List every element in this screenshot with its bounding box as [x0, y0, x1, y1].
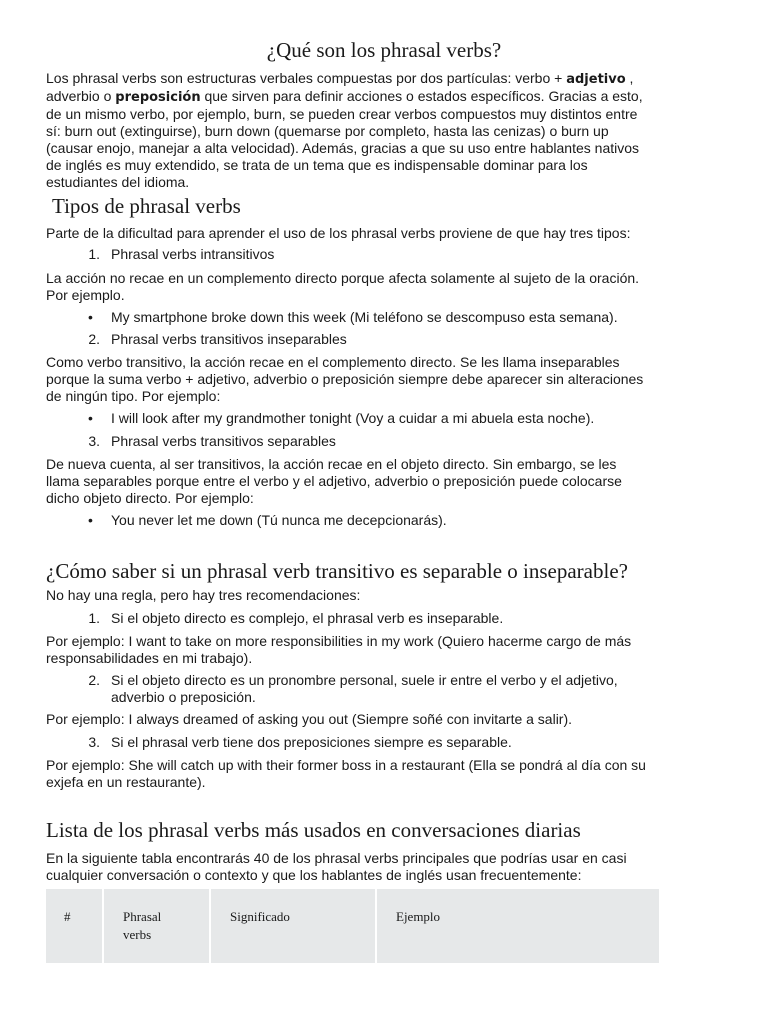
bullet-example-2: I will look after my grandmother tonight (Voy a cuidar a mi abuela esta noche). — [111, 410, 595, 426]
column-header-significado: Significado — [230, 909, 290, 924]
tipos-lead: Parte de la dificultad para aprender el uso de los phrasal verbs proviene de que hay tres tipos: — [46, 225, 631, 241]
bullet-icon: • — [88, 512, 93, 528]
intro-paragraph — [46, 70, 746, 191]
list-number: 1. — [88, 610, 100, 626]
list-number: 2. — [88, 672, 100, 688]
list-item-separables: Phrasal verbs transitivos separables — [111, 433, 336, 449]
table-header-cell — [211, 889, 375, 963]
list-number: 1. — [88, 246, 100, 262]
intro-line-1: Los phrasal verbs son estructuras verbales compuestas por dos partículas: verbo + adjetivo , — [46, 70, 634, 87]
intro-line-3: de un mismo verbo, por ejemplo, burn, se pueden crear verbos compuestos muy distintos entre — [46, 106, 638, 122]
example-2: Por ejemplo: I always dreamed of asking you out (Siempre soñé con invitarte a salir). — [46, 711, 573, 727]
list-item-intransitivos: Phrasal verbs intransitivos — [111, 246, 275, 262]
bullet-example-3: You never let me down (Tú nunca me decepcionarás). — [111, 512, 447, 528]
page-title: ¿Qué son los phrasal verbs? — [266, 38, 502, 62]
intro-line-5: (causar enojo, manejar a alta velocidad). Además, gracias a que su uso entre hablantes nativos — [46, 140, 640, 156]
bullet-icon: • — [88, 309, 93, 325]
bullet-icon: • — [88, 410, 93, 426]
column-header-phrasal-verbs: Phrasal verbs — [123, 909, 162, 942]
intro-line-7: estudiantes del idioma. — [46, 174, 190, 190]
column-header-ejemplo: Ejemplo — [396, 909, 441, 924]
lista-lead: En la siguiente tabla encontrarás 40 de los phrasal verbs principales que podrías usar en casi cualquier conversación o contexto y que los hablantes de inglés usan frecuentemente: — [46, 850, 627, 883]
list-number: 2. — [88, 331, 100, 347]
list-item-inseparables: Phrasal verbs transitivos inseparables — [111, 331, 347, 347]
intro-line-4: sí: burn out (extinguirse), burn down (quemarse por completo, hasta las cenizas) o burn up — [46, 123, 609, 139]
bullet-example-1: My smartphone broke down this week (Mi teléfono se descompuso esta semana). — [111, 309, 618, 325]
keyword-adjetivo: adjetivo — [566, 72, 626, 87]
list-number: 3. — [88, 433, 100, 449]
list-number: 3. — [88, 734, 100, 750]
table-header-cell — [377, 889, 659, 963]
intro-line-2: adverbio o preposición que sirven para definir acciones o estados específicos. Gracias a esto, — [46, 88, 643, 105]
section-heading-lista: Lista de los phrasal verbs más usados en conversaciones diarias — [46, 818, 581, 842]
paragraph-intransitivos: La acción no recae en un complemento directo porque afecta solamente al sujeto de la oración. Por ejemplo. — [46, 270, 640, 303]
section-heading-tipos: Tipos de phrasal verbs — [52, 194, 241, 218]
table-header-cell — [46, 889, 102, 963]
phrasal-verbs-table-header — [46, 889, 659, 963]
paragraph-inseparables: Como verbo transitivo, la acción recae en el complemento directo. Se les llama inseparables porque la suma verbo + adjetivo, adverbio o preposición siempre debe aparecer sin alteraciones de ningún tipo. Por ejemplo: — [46, 354, 644, 404]
example-3: Por ejemplo: She will catch up with their former boss in a restaurant (Ella se pondrá al día con su exjefa en un restaurante). — [46, 757, 646, 790]
rule-1: Si el objeto directo es complejo, el phrasal verb es inseparable. — [111, 610, 504, 626]
column-header-number: # — [64, 909, 71, 924]
example-1: Por ejemplo: I want to take on more responsibilities in my work (Quiero hacerme cargo de más responsabilidades en mi trabajo). — [46, 633, 632, 666]
rule-3: Si el phrasal verb tiene dos preposiciones siempre es separable. — [111, 734, 512, 750]
paragraph-separables: De nueva cuenta, al ser transitivos, la acción recae en el objeto directo. Sin embargo, se les llama separables porque entre el verbo y el adjetivo, adverbio o preposición puede colocarse dicho objeto directo. Por ejemplo: — [46, 456, 622, 506]
intro-line-6: de inglés es muy extendido, se trata de un tema que es indispensable dominar para los — [46, 157, 588, 173]
como-lead: No hay una regla, pero hay tres recomendaciones: — [46, 587, 361, 603]
keyword-preposicion: preposición — [115, 90, 201, 105]
rule-2: Si el objeto directo es un pronombre personal, suele ir entre el verbo y el adjetivo, adverbio o preposición. — [111, 672, 618, 705]
section-heading-como: ¿Cómo saber si un phrasal verb transitivo es separable o inseparable? — [46, 559, 628, 583]
